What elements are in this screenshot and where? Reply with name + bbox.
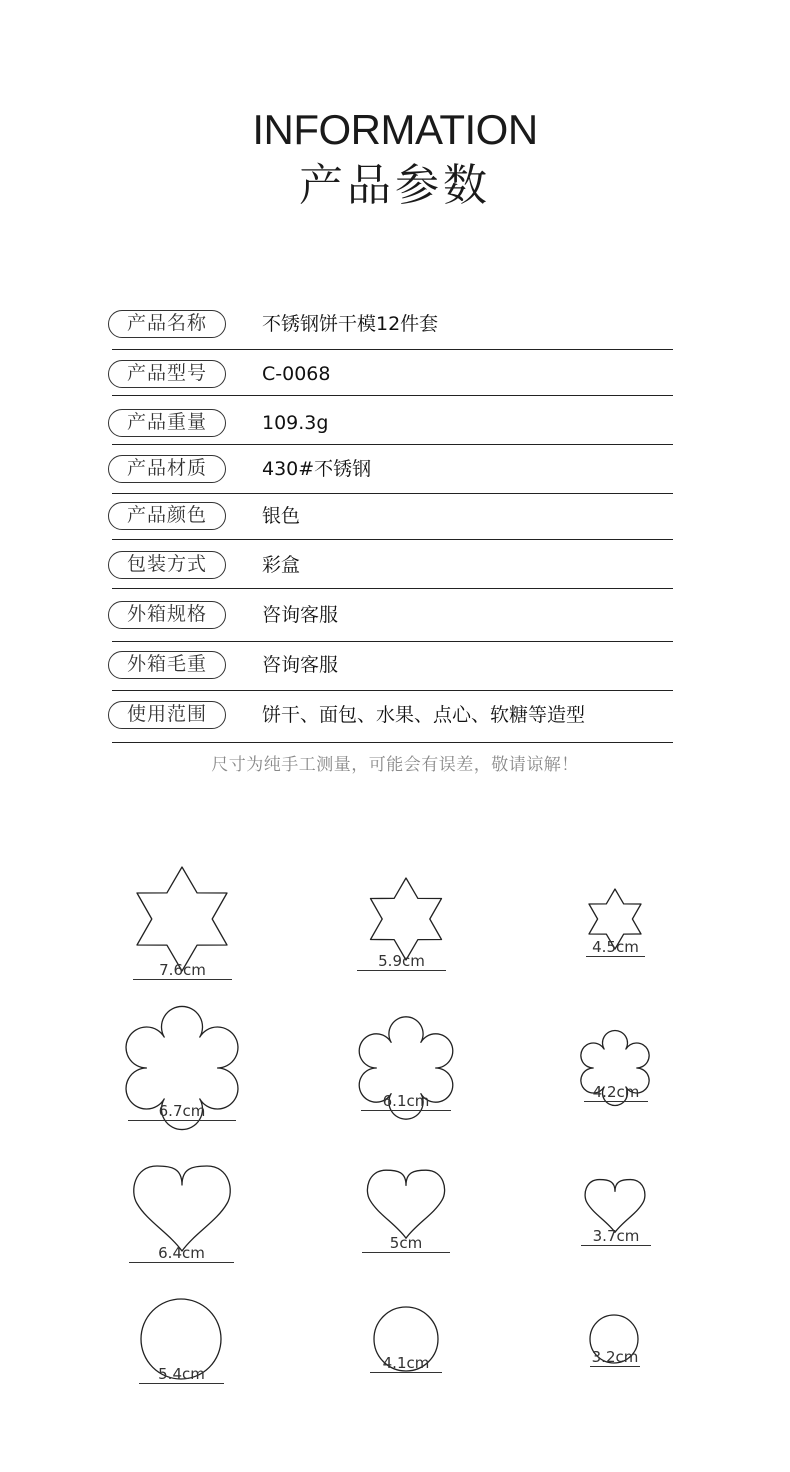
spec-value: 咨询客服 (262, 604, 339, 626)
spec-value: 咨询客服 (262, 654, 339, 676)
spec-value: 109.3g (262, 412, 329, 434)
size-label: 6.7cm (158, 1102, 206, 1120)
size-label: 4.2cm (592, 1083, 640, 1101)
spec-label: 产品名称 (108, 310, 226, 338)
spec-label: 产品重量 (108, 409, 226, 437)
size-label: 6.4cm (158, 1244, 205, 1262)
spec-value: 430#不锈钢 (262, 458, 372, 480)
spec-label: 使用范围 (108, 701, 226, 729)
spec-value: 银色 (262, 505, 301, 527)
size-label: 3.7cm (592, 1227, 640, 1245)
size-label: 7.6cm (159, 961, 206, 979)
spec-label: 外箱规格 (108, 601, 226, 629)
title-english: INFORMATION (252, 106, 538, 153)
size-label: 5cm (389, 1234, 423, 1252)
size-label: 5.9cm (378, 952, 425, 970)
title-chinese: 产品参数 (299, 160, 491, 211)
spec-label: 包装方式 (108, 551, 226, 579)
spec-value: 彩盒 (262, 554, 301, 576)
spec-label: 产品型号 (108, 360, 226, 388)
measurement-note: 尺寸为纯手工测量，可能会有误差，敬请谅解！ (211, 755, 579, 775)
size-label: 6.1cm (382, 1092, 430, 1110)
size-label: 3.2cm (591, 1348, 639, 1366)
size-label: 5.4cm (158, 1365, 205, 1383)
size-label: 4.1cm (382, 1354, 430, 1372)
spec-value: 不锈钢饼干模12件套 (262, 313, 439, 335)
spec-label: 产品颜色 (108, 502, 226, 530)
spec-value: C-0068 (262, 363, 331, 385)
size-underline (590, 1366, 640, 1367)
spec-label: 外箱毛重 (108, 651, 226, 679)
spec-value: 饼干、面包、水果、点心、软糖等造型 (262, 704, 586, 726)
size-label: 4.5cm (592, 938, 639, 956)
spec-label: 产品材质 (108, 455, 226, 483)
